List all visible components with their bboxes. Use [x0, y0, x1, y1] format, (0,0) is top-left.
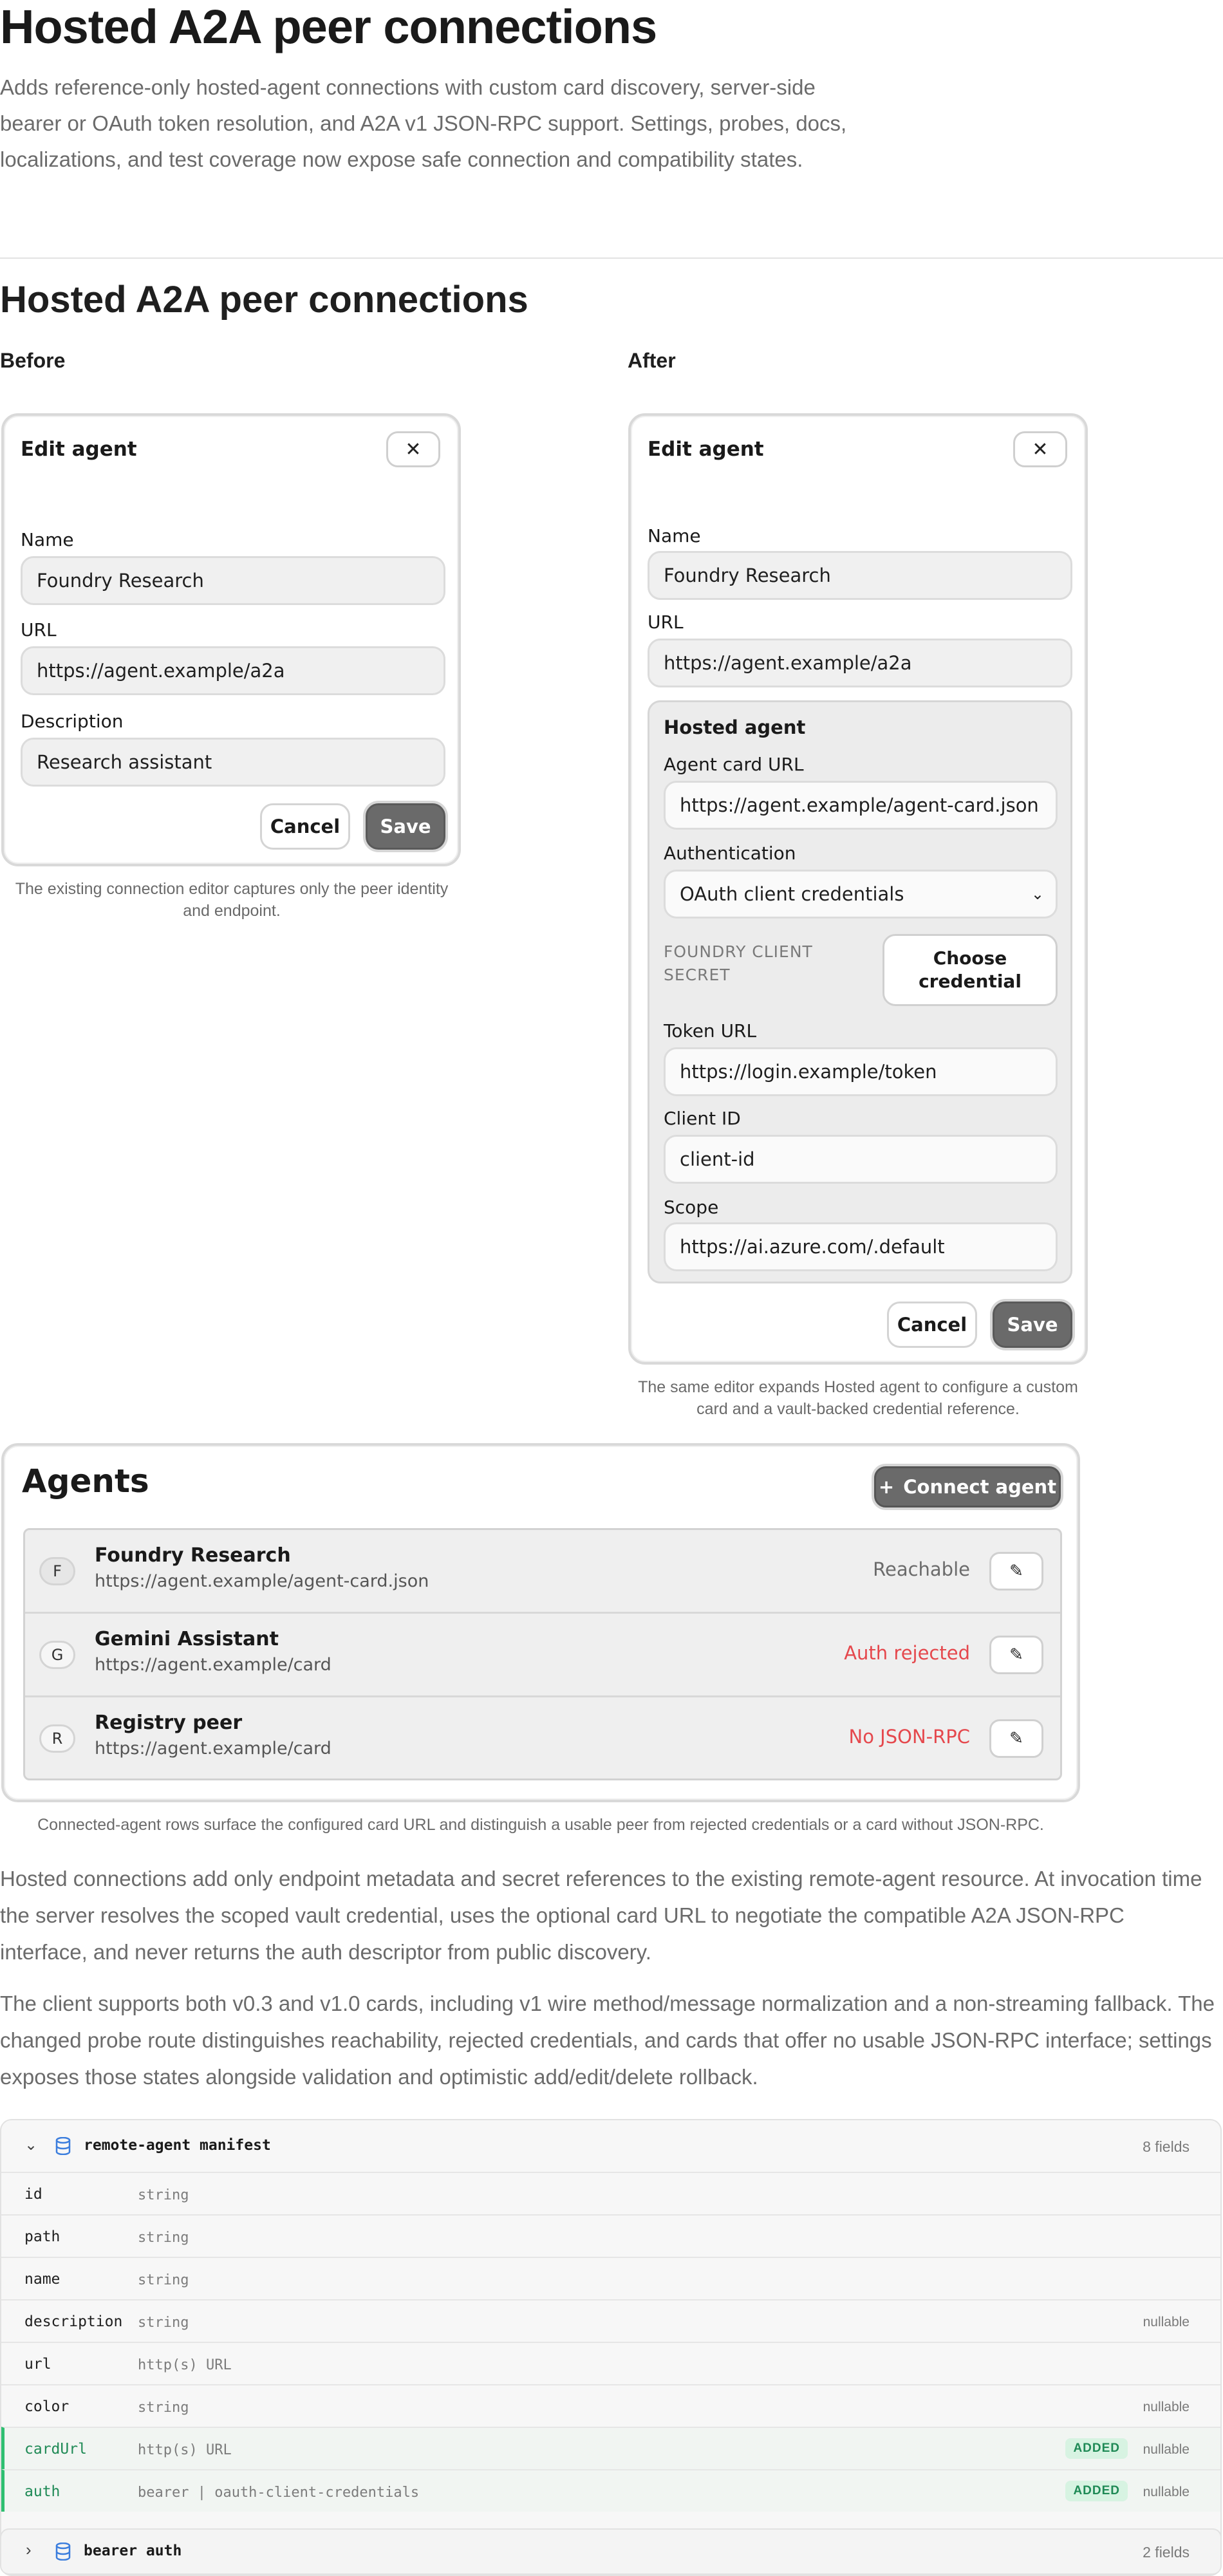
agent-row[interactable]	[25, 1530, 1060, 1614]
scope-field[interactable]: https://ai.azure.com/.default	[664, 1222, 1058, 1271]
avatar: G	[39, 1641, 75, 1669]
agents-panel	[1, 1443, 1080, 1802]
field-name: path	[24, 2228, 61, 2245]
client-id-field[interactable]: client-id	[664, 1135, 1058, 1184]
hosted-agent-section	[648, 700, 1072, 1283]
pencil-icon: ✎	[1009, 1562, 1023, 1581]
chevron-right-icon: ›	[26, 2540, 32, 2559]
description-label: Description	[21, 711, 124, 732]
database-icon	[55, 2543, 71, 2561]
plus-icon: +	[878, 1476, 895, 1498]
cancel-button[interactable]: Cancel	[887, 1302, 977, 1348]
agents-caption: Connected-agent rows surface the configured card URL and distinguish a usable peer from rejected credentials or a card without JSON-RPC.	[37, 1816, 1044, 1834]
avatar: R	[39, 1724, 75, 1753]
field-type: bearer | oauth-client-credentials	[138, 2485, 420, 2501]
field-name: description	[24, 2313, 123, 2330]
schema-row	[1, 2172, 1220, 2214]
agent-card-url: https://agent.example/agent-card.json	[95, 1571, 429, 1591]
schema-row	[1, 2384, 1220, 2427]
nullable-tag: nullable	[1143, 2485, 1190, 2499]
field-type: http(s) URL	[138, 2442, 232, 2458]
bearer-auth-title: bearer auth	[84, 2543, 182, 2559]
schema-row	[1, 2214, 1220, 2257]
name-label: Name	[21, 529, 74, 550]
page-title: Hosted A2A peer connections	[0, 0, 657, 53]
edit-agent-button[interactable]	[989, 1719, 1043, 1758]
before-edit-agent-card	[1, 413, 461, 866]
pencil-icon: ✎	[1009, 1729, 1023, 1748]
page-lead: Adds reference-only hosted-agent connections with custom card discovery, server-side bearer or OAuth token resolution, and A2A v1 JSON-RPC support. Settings, probes, docs, localizations, and test coverage now expose safe connection and compatibility states.	[0, 75, 847, 171]
url-label: URL	[21, 619, 57, 640]
field-type: string	[138, 2187, 189, 2203]
agent-name: Registry peer	[95, 1712, 243, 1734]
close-icon: ✕	[1032, 438, 1049, 460]
scope-label: Scope	[664, 1197, 719, 1218]
close-button[interactable]	[1013, 431, 1067, 467]
save-button[interactable]: Save	[993, 1302, 1072, 1348]
field-name: color	[24, 2398, 70, 2415]
agent-name: Foundry Research	[95, 1544, 291, 1567]
database-icon	[55, 2137, 71, 2155]
agent-name: Gemini Assistant	[95, 1628, 279, 1650]
field-type: string	[138, 2230, 189, 2246]
schema-row	[1, 2299, 1220, 2342]
after-label: After	[628, 349, 676, 372]
schema-row	[1, 2342, 1220, 2384]
manifest-field-count: 8 fields	[1143, 2138, 1190, 2155]
url-label: URL	[648, 611, 684, 633]
client-secret-label: FOUNDRY CLIENT SECRET	[664, 942, 813, 984]
edit-agent-button[interactable]	[989, 1552, 1043, 1591]
agent-card-url: https://agent.example/card	[95, 1739, 331, 1759]
cancel-button[interactable]: Cancel	[260, 803, 350, 850]
schema-row	[1, 2257, 1220, 2299]
paragraph-client-support: The client supports both v0.3 and v1.0 cards, including v1 wire method/message normalization and a non-streaming fallback. The changed probe route distinguishes reachability, rejected credentials, and cards that offer no usable JSON-RPC interface; settings exposes those states alongside validation and optimistic add/edit/delete rollback.	[0, 1992, 1215, 2089]
before-label: Before	[0, 349, 66, 372]
agents-title: Agents	[22, 1462, 149, 1500]
schema-row-added	[1, 2427, 1220, 2469]
token-url-label: Token URL	[664, 1020, 757, 1041]
agent-card-url: https://agent.example/card	[95, 1655, 331, 1675]
connect-agent-button[interactable]	[874, 1466, 1061, 1507]
field-type: string	[138, 2315, 189, 2331]
chevron-down-icon: ⌄	[24, 2136, 38, 2154]
url-field[interactable]: https://agent.example/a2a	[648, 639, 1072, 687]
choose-credential-button[interactable]: Choose credential	[882, 934, 1058, 1006]
schema-panel	[0, 2119, 1222, 2576]
bearer-auth-header[interactable]	[0, 2528, 1222, 2575]
nullable-tag: nullable	[1143, 2442, 1190, 2457]
schema-row-added	[1, 2469, 1220, 2512]
edit-agent-button[interactable]	[989, 1636, 1043, 1674]
close-button[interactable]	[386, 431, 440, 467]
authentication-label: Authentication	[664, 843, 796, 864]
name-field[interactable]: Foundry Research	[21, 556, 445, 605]
field-name: id	[24, 2186, 42, 2203]
agent-card-url-field[interactable]: https://agent.example/agent-card.json	[664, 781, 1058, 830]
field-name: url	[24, 2356, 51, 2373]
manifest-title: remote-agent manifest	[84, 2137, 271, 2154]
authentication-select[interactable]	[664, 870, 1058, 919]
field-name: cardUrl	[24, 2441, 87, 2458]
added-badge: ADDED	[1065, 2438, 1128, 2459]
agents-list	[23, 1528, 1062, 1780]
agent-status: Reachable	[873, 1558, 970, 1580]
section-title: Hosted A2A peer connections	[0, 279, 528, 321]
name-label: Name	[648, 525, 701, 546]
added-badge: ADDED	[1065, 2481, 1128, 2501]
pencil-icon: ✎	[1009, 1645, 1023, 1665]
description-field[interactable]: Research assistant	[21, 738, 445, 787]
agent-status: No JSON-RPC	[848, 1726, 970, 1748]
field-name: name	[24, 2271, 61, 2288]
close-icon: ✕	[405, 438, 422, 460]
avatar: F	[39, 1557, 75, 1585]
before-caption: The existing connection editor captures only the peer identity and endpoint.	[15, 880, 449, 920]
field-type: string	[138, 2272, 189, 2288]
paragraph-hosted-connections: Hosted connections add only endpoint metadata and secret references to the existing remote-agent resource. At invocation time the server resolves the scoped vault credential, uses the optional card URL to negotiate the compatible A2A JSON-RPC interface, and never returns the auth descriptor from public discovery.	[0, 1867, 1202, 1964]
divider	[0, 257, 1223, 259]
authentication-selected: OAuth client credentials	[680, 883, 904, 905]
name-field[interactable]: Foundry Research	[648, 551, 1072, 600]
manifest-header[interactable]	[1, 2120, 1220, 2172]
save-button[interactable]: Save	[366, 803, 445, 850]
agent-row[interactable]	[25, 1614, 1060, 1697]
dialog-title: Edit agent	[21, 438, 137, 461]
field-type: string	[138, 2400, 189, 2416]
field-name: auth	[24, 2483, 61, 2500]
after-edit-agent-card	[628, 413, 1088, 1365]
field-type: http(s) URL	[138, 2357, 232, 2373]
agent-row[interactable]	[25, 1697, 1060, 1780]
agent-card-url-label: Agent card URL	[664, 754, 804, 775]
hosted-agent-title: Hosted agent	[664, 716, 806, 738]
after-caption: The same editor expands Hosted agent to configure a custom card and a vault-backed credential reference.	[638, 1378, 1078, 1418]
chevron-down-icon: ⌄	[1031, 885, 1044, 903]
client-id-label: Client ID	[664, 1108, 741, 1129]
nullable-tag: nullable	[1143, 2400, 1190, 2414]
dialog-title: Edit agent	[648, 438, 764, 461]
bearer-auth-field-count: 2 fields	[1143, 2544, 1190, 2561]
token-url-field[interactable]: https://login.example/token	[664, 1047, 1058, 1096]
url-field[interactable]: https://agent.example/a2a	[21, 646, 445, 695]
agent-status: Auth rejected	[844, 1642, 970, 1664]
nullable-tag: nullable	[1143, 2315, 1190, 2329]
connect-agent-label: Connect agent	[903, 1476, 1057, 1498]
